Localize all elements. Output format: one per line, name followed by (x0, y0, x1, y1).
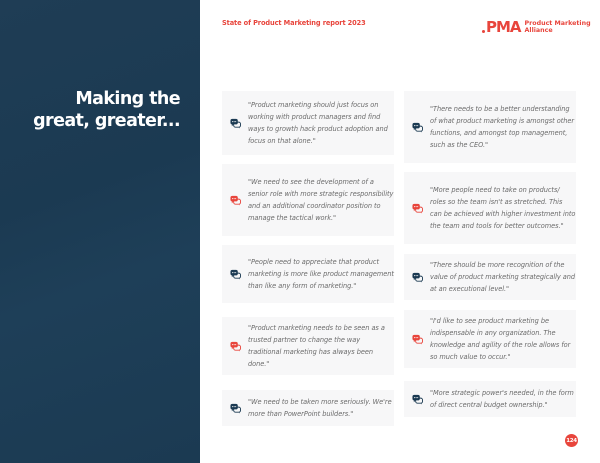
logo-dot-icon (482, 30, 485, 33)
quote-card (222, 91, 394, 155)
report-title: State of Product Marketing report 2023 (222, 19, 366, 27)
quote-text: "I'd like to see product marketing be indispensable in any organization. The knowledge and agility of the role allows for so much value to occur." (430, 317, 571, 361)
left-panel (0, 0, 200, 463)
section-title-line2: great, greater... (33, 111, 180, 131)
quote-text: "There needs to be a better understanding of what product marketing is amongst other functions, and amongst top management, such as the CEO." (430, 105, 575, 149)
logo-text (525, 20, 591, 34)
chat-bubbles-icon (230, 195, 241, 206)
section-title-line1: Making the (75, 89, 180, 109)
chat-bubbles-icon (412, 334, 423, 345)
quote-text: "There should be more recognition of the value of product marketing strategically and at an executional level." (430, 261, 576, 293)
pma-logo (482, 20, 591, 34)
quote-card (404, 381, 576, 417)
chat-bubbles-icon (230, 118, 241, 129)
logo-mark (482, 20, 521, 34)
quote-card (404, 310, 576, 368)
quote-text: "Product marketing should just focus on working with product managers and find ways to growth hack product adoption and focus on that alone." (248, 101, 388, 145)
chat-bubbles-icon (412, 203, 423, 214)
chat-bubbles-icon (412, 272, 423, 283)
quote-text: "Product marketing needs to be seen as a trusted partner to change the way traditional marketing has always been done." (248, 324, 385, 368)
chat-bubbles-icon (230, 269, 241, 280)
chat-bubbles-icon (412, 122, 423, 133)
quote-card (222, 317, 394, 375)
quote-text: "More strategic power's needed, in the form of direct central budget ownership." (430, 389, 574, 409)
quote-card (222, 390, 394, 426)
quote-card (222, 245, 394, 303)
quote-text: "We need to see the development of a senior role with more strategic responsibility and an additional coordinator position to manage the tactical work." (248, 178, 394, 222)
chat-bubbles-icon (412, 394, 423, 405)
quote-text: "People need to appreciate that product marketing is more like product management than like any form of marketing." (248, 258, 394, 290)
logo-text-line1: Product Marketing (524, 20, 591, 27)
quote-card (404, 172, 576, 244)
logo-mark-text: PMA (486, 18, 521, 36)
chat-bubbles-icon (230, 403, 241, 414)
quote-text: "We need to be taken more seriously. We're more than PowerPoint builders." (248, 398, 392, 418)
page-number-badge: 124 (565, 434, 578, 447)
quote-card (404, 91, 576, 163)
quote-card (222, 164, 394, 236)
section-title (10, 88, 180, 132)
logo-text-line2: Alliance (524, 27, 553, 34)
quote-text: "More people need to take on products/ roles so the team isn't as stretched. This can be achieved with higher investment into the team and tools for better outcomes." (430, 186, 576, 230)
quote-card (404, 254, 576, 300)
chat-bubbles-icon (230, 341, 241, 352)
